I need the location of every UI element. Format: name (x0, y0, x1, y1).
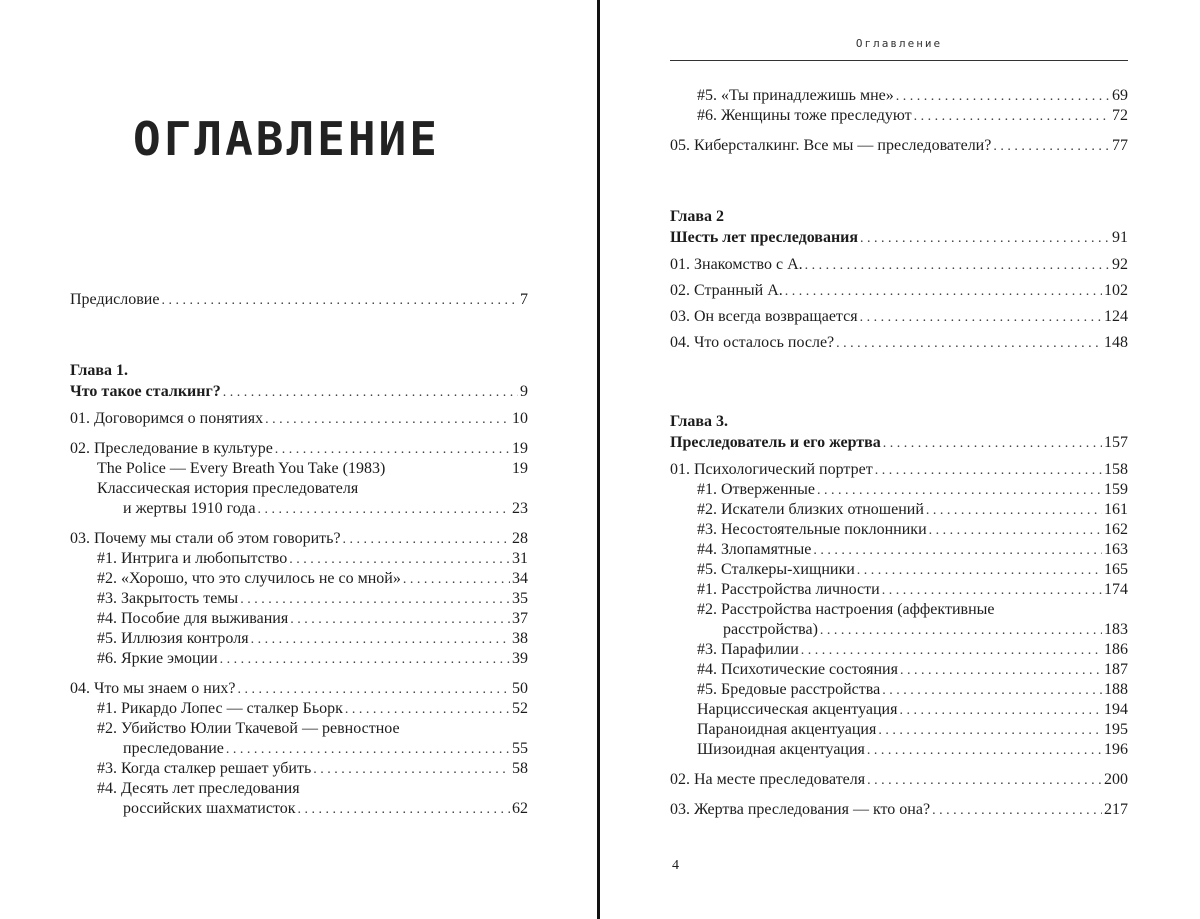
toc-entry-ch1-04-4-cont[interactable]: российских шахматисток . . . 62 (70, 799, 528, 819)
toc-entry-ch1-03-3[interactable]: #3. Закрытость темы . . . 35 (70, 589, 528, 609)
toc-entry-ch3-01-1[interactable]: #1. Отверженные . . . 159 (670, 480, 1128, 500)
toc-entry-ch3-01[interactable]: 01. Психологический портрет . . . 158 (670, 460, 1128, 480)
running-head-rule (670, 60, 1128, 61)
toc-entry-ch3-01-3[interactable]: #3. Несостоятельные поклонники . . . 162 (670, 520, 1128, 540)
toc-continued-block (670, 86, 1128, 156)
toc-entry-ch3-01-7[interactable]: #2. Расстройства настроения (аффективные (697, 601, 995, 618)
toc-entry-ch3-01-5[interactable]: #5. Сталкеры-хищники . . . 165 (670, 560, 1128, 580)
toc-entry-ch1-02-2[interactable]: Классическая история преследователя (97, 480, 359, 497)
toc-title: ОГЛАВЛЕНИЕ (133, 112, 440, 166)
toc-entry-ch1-03[interactable]: 03. Почему мы стали об этом говорить? . . . 28 (70, 529, 528, 549)
toc-entry-ch1-04[interactable]: 04. Что мы знаем о них? . . . 50 (70, 679, 528, 699)
toc-chapter-1 (70, 360, 528, 819)
toc-entry-ch1-03-4[interactable]: #4. Пособие для выживания . . . 37 (70, 609, 528, 629)
toc-entry-ch3-01-6[interactable]: #1. Расстройства личности . . . 174 (670, 580, 1128, 600)
toc-entry-ch3-01-10[interactable]: #5. Бредовые расстройства . . . 188 (670, 680, 1128, 700)
toc-entry-ch1-02-2-cont[interactable]: и жертвы 1910 года . . . 23 (70, 499, 528, 519)
toc-entry-ch2-01[interactable]: 01. Знакомство с А. . . . 92 (670, 255, 1128, 275)
toc-entry-ch3-01-8[interactable]: #3. Парафилии . . . 186 (670, 640, 1128, 660)
toc-entry-ch3-03[interactable]: 03. Жертва преследования — кто она? . . . 217 (670, 800, 1128, 820)
toc-entry-ch3-02[interactable]: 02. На месте преследователя . . . 200 (670, 770, 1128, 790)
toc-entry-ch3-01-11[interactable]: Нарциссическая акцентуация . . . 194 (670, 700, 1128, 720)
toc-entry-ch1-01[interactable]: 01. Договоримся о понятиях . . . 10 (70, 409, 528, 429)
toc-entry-ch1-05[interactable]: 05. Киберсталкинг. Все мы — преследователи? . . . 77 (670, 136, 1128, 156)
toc-entry-ch1-02-1[interactable]: The Police — Every Breath You Take (1983) 19 (97, 460, 528, 477)
chapter-3-label: Глава 3. (670, 413, 728, 430)
toc-entry-ch2-04[interactable]: 04. Что осталось после? . . . 148 (670, 333, 1128, 353)
toc-entry-ch3-01-9[interactable]: #4. Психотические состояния . . . 187 (670, 660, 1128, 680)
toc-entry-ch3-01-13[interactable]: Шизоидная акцентуация . . . 196 (670, 740, 1128, 760)
toc-entry-ch1-04-6[interactable]: #6. Женщины тоже преследуют . . . 72 (670, 106, 1128, 126)
toc-entry-ch1-04-4[interactable]: #4. Десять лет преследования (97, 780, 300, 797)
toc-entry-ch1-03-2[interactable]: #2. «Хорошо, что это случилось не со мной» . . . 34 (70, 569, 528, 589)
page-number: 4 (672, 858, 679, 873)
running-head: Оглавление (855, 37, 943, 50)
chapter-2-label: Глава 2 (670, 208, 724, 225)
toc-entry-ch1-04-3[interactable]: #3. Когда сталкер решает убить . . . 58 (70, 759, 528, 779)
toc-entry-ch2-02[interactable]: 02. Странный А. . . . 102 (670, 281, 1128, 301)
toc-preface-block (70, 290, 528, 310)
chapter-1-label: Глава 1. (70, 362, 128, 379)
toc-entry-ch1-03-5[interactable]: #5. Иллюзия контроля . . . 38 (70, 629, 528, 649)
toc-entry-preface[interactable]: Предисловие . . . 7 (70, 290, 528, 310)
toc-entry-chapter-2[interactable]: Шесть лет преследования . . . 91 (670, 228, 1128, 248)
left-page (0, 0, 597, 919)
toc-entry-ch1-04-1[interactable]: #1. Рикардо Лопес — сталкер Бьорк . . . 52 (70, 699, 528, 719)
toc-entry-ch3-01-4[interactable]: #4. Злопамятные . . . 163 (670, 540, 1128, 560)
toc-entry-ch3-01-12[interactable]: Параноидная акцентуация . . . 195 (670, 720, 1128, 740)
toc-chapter-3 (670, 411, 1128, 820)
toc-entry-chapter-3[interactable]: Преследователь и его жертва . . . 157 (670, 433, 1128, 453)
right-page (600, 0, 1200, 919)
toc-entry-ch2-03[interactable]: 03. Он всегда возвращается . . . 124 (670, 307, 1128, 327)
toc-entry-ch1-02[interactable]: 02. Преследование в культуре . . . 19 (70, 439, 528, 459)
toc-entry-ch3-01-2[interactable]: #2. Искатели близких отношений . . . 161 (670, 500, 1128, 520)
toc-entry-ch3-01-7-cont[interactable]: расстройства) . . . 183 (670, 620, 1128, 640)
toc-entry-ch1-03-1[interactable]: #1. Интрига и любопытство . . . 31 (70, 549, 528, 569)
toc-entry-ch1-03-6[interactable]: #6. Яркие эмоции . . . 39 (70, 649, 528, 669)
toc-entry-ch1-04-5[interactable]: #5. «Ты принадлежишь мне» . . . 69 (670, 86, 1128, 106)
toc-entry-ch1-04-2[interactable]: #2. Убийство Юлии Ткачевой — ревностное (97, 720, 400, 737)
toc-entry-chapter-1[interactable]: Что такое сталкинг? . . . 9 (70, 382, 528, 402)
toc-entry-ch1-04-2-cont[interactable]: преследование . . . 55 (70, 739, 528, 759)
toc-chapter-2 (670, 206, 1128, 353)
